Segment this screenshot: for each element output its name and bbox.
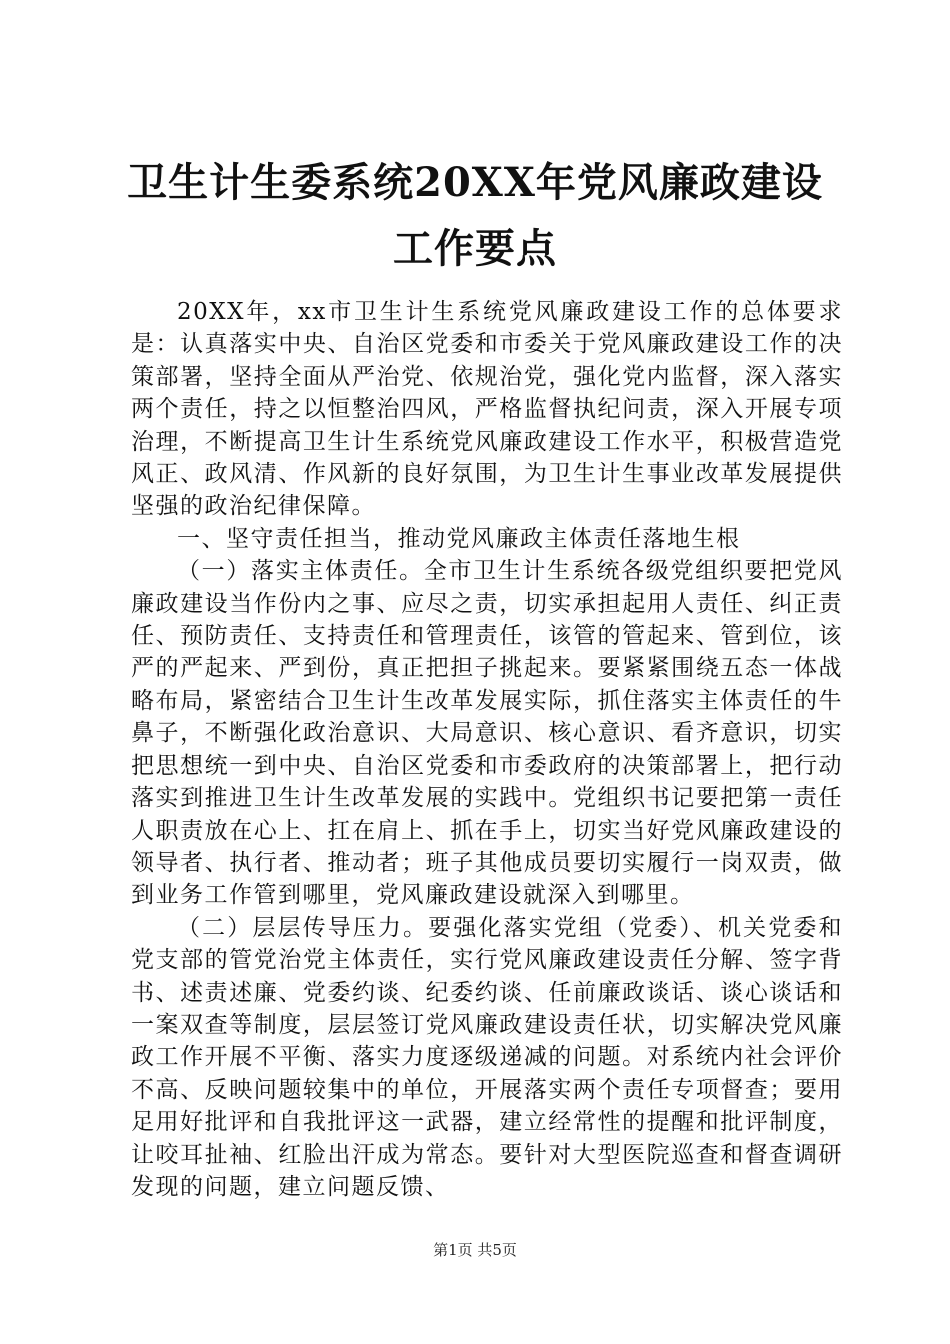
subsection-paragraph-1: （一）落实主体责任。全市卫生计生系统各级党组织要把党风廉政建设当作份内之事、应尽之责，切实承担起用人责任、纠正责任、预防责任、支持责任和管理责任，该管的管起来、管到位，该严的严起来、严到份，真正把担子挑起来。要紧紧围绕五态一体战略布局，紧密结合卫生计生改革发展实际，抓住落实主体责任的牛鼻子，不断强化政治意识、大局意识、核心意识、看齐意识，切实把思想统一到中央、自治区党委和市委政府的决策部署上，把行动落实到推进卫生计生改革发展的实践中。党组织书记要把第一责任人职责放在心上、扛在肩上、抓在手上，切实当好党风廉政建设的领导者、执行者、推动者；班子其他成员要切实履行一岗双责，做到业务工作管到哪里，党风廉政建设就深入到哪里。 [131,558,843,909]
document-body [131,296,843,1203]
page-number-footer: 第1页 共5页 [433,1241,517,1259]
intro-paragraph: 20XX年，xx市卫生计生系统党风廉政建设工作的总体要求是：认真落实中央、自治区党委和市委关于党风廉政建设工作的决策部署，坚持全面从严治党、依规治党，强化党内监督，深入落实两个责任，持之以恒整治四风，严格监督执纪问责，深入开展专项治理，不断提高卫生计生系统党风廉政建设工作水平，积极营造党风正、政风清、作风新的良好氛围，为卫生计生事业改革发展提供坚强的政治纪律保障。 [131,299,843,520]
document-title: 卫生计生委系统20XX年党风廉政建设工作要点 [127,159,823,272]
subsection-paragraph-2: （二）层层传导压力。要强化落实党组（党委）、机关党委和党支部的管党治党主体责任，实行党风廉政建设责任分解、签字背书、述责述廉、党委约谈、纪委约谈、任前廉政谈话、谈心谈话和一案双查等制度，层层签订党风廉政建设责任状，切实解决党风廉政工作开展不平衡、落实力度逐级递减的问题。对系统内社会评价不高、反映问题较集中的单位，开展落实两个责任专项督查；要用足用好批评和自我批评这一武器，建立经常性的提醒和批评制度，让咬耳扯袖、红脸出汗成为常态。要针对大型医院巡查和督查调研发现的问题，建立问题反馈、 [131,914,843,1200]
section-heading-1: 一、坚守责任担当，推动党风廉政主体责任落地生根 [177,525,741,552]
